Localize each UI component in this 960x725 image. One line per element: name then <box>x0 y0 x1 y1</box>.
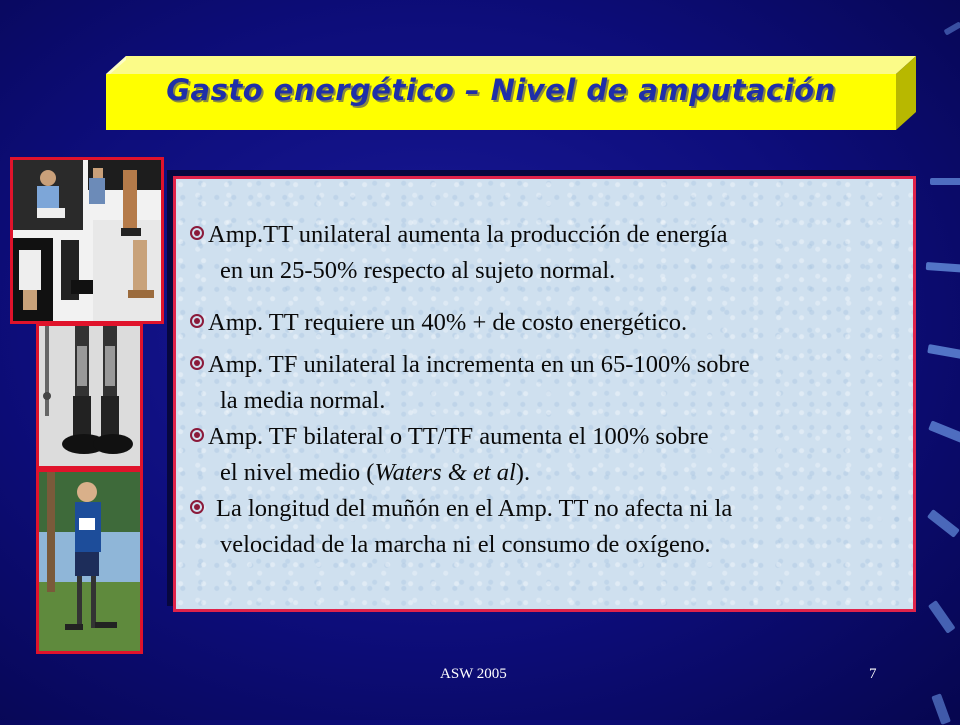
prosthesis-collage-photo <box>10 157 164 324</box>
list-item <box>190 305 687 341</box>
bullet-circle-icon <box>190 500 204 514</box>
decorative-streak <box>928 600 956 634</box>
citation-suffix: ). <box>516 459 530 486</box>
slide-title: Gasto energético – Nivel de amputación <box>106 73 896 107</box>
bullet-text-line2: en un 25-50% respecto al sujeto normal. <box>190 253 728 289</box>
bullet-text-line2 <box>190 455 709 491</box>
bullet-text-line1: Amp. TF bilateral o TT/TF aumenta el 100% sobre <box>190 419 709 455</box>
decorative-streak <box>944 21 960 35</box>
slide-number: 7 <box>869 666 877 683</box>
bullet-text-line1: Amp. TF unilateral la incrementa en un 65-100% sobre <box>190 347 750 383</box>
bullet-text-line1: Amp. TT requiere un 40% + de costo energético. <box>190 305 687 341</box>
prosthetic-legs-photo <box>36 323 143 469</box>
bullet-circle-icon <box>190 356 204 370</box>
bullet-text-line2: la media normal. <box>190 383 750 419</box>
decorative-streak <box>928 420 960 443</box>
decorative-streak <box>927 509 960 538</box>
bullet-text-line1: Amp.TT unilateral aumenta la producción de energía <box>190 217 728 253</box>
footer-label: ASW 2005 <box>440 666 507 683</box>
content-box <box>173 176 916 612</box>
citation-prefix: el nivel medio ( <box>220 459 374 486</box>
list-item <box>190 419 709 491</box>
decorative-streak <box>926 262 960 273</box>
list-item <box>190 491 732 563</box>
bullet-text-line2: velocidad de la marcha ni el consumo de oxígeno. <box>190 527 732 563</box>
decorative-streak <box>927 344 960 359</box>
list-item <box>190 217 728 289</box>
title-banner <box>106 56 916 130</box>
bullet-circle-icon <box>190 314 204 328</box>
decorative-streak <box>931 693 951 725</box>
child-runner-photo <box>36 469 143 654</box>
list-item <box>190 347 750 419</box>
bullet-circle-icon <box>190 226 204 240</box>
citation-authors: Waters & et al <box>374 459 515 486</box>
bullet-circle-icon <box>190 428 204 442</box>
decorative-streak <box>930 178 960 185</box>
bullet-text-line1: La longitud del muñón en el Amp. TT no afecta ni la <box>190 491 732 527</box>
